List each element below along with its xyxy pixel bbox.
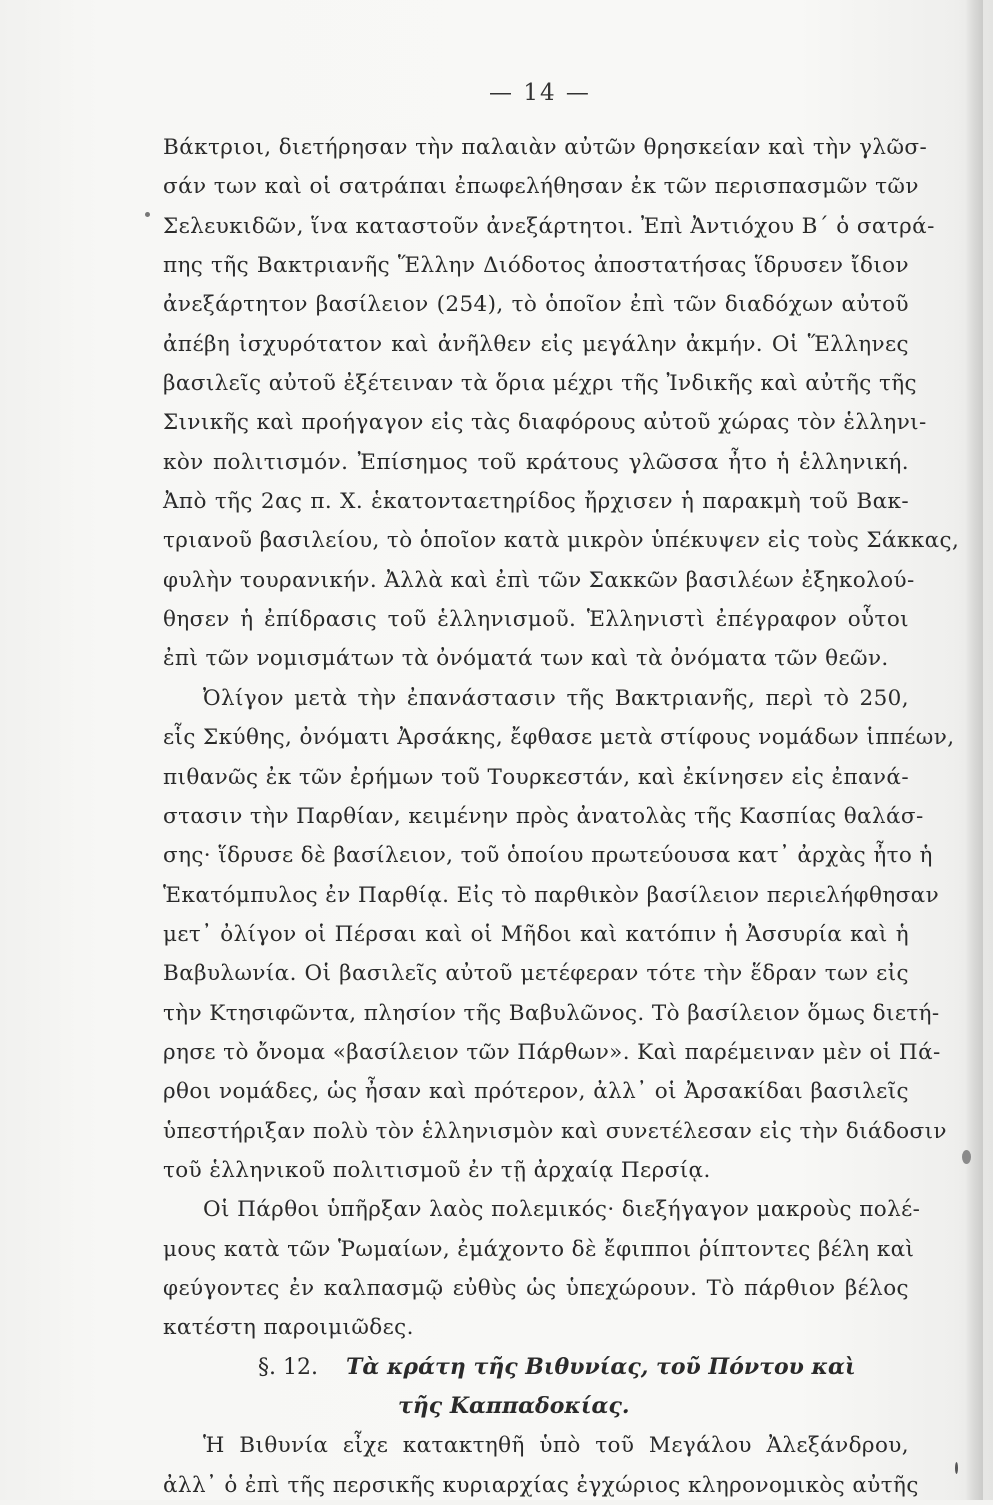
text-line: θησεν ἡ ἐπίδρασις τοῦ ἑλληνισμοῦ. Ἑλληνιστὶ ἐπέγραφον οὗτοι	[163, 607, 909, 633]
text-line: Ἑκατόμπυλος ἐν Παρθίᾳ. Εἰς τὸ παρθικὸν βασίλειον περιελήφθησαν	[163, 882, 940, 908]
text-line: Βάκτριοι, διετήρησαν τὴν παλαιὰν αὐτῶν θρησκείαν καὶ τὴν γλῶσ-	[163, 135, 928, 160]
ink-speck	[145, 212, 150, 217]
text-line: Βαβυλωνία. Οἱ βασιλεῖς αὐτοῦ μετέφεραν τότε τὴν ἕδραν των εἰς	[163, 961, 909, 987]
text-line: ρθοι νομάδες, ὡς ἦσαν καὶ πρότερον, ἀλλ᾽ οἱ Ἀρσακίδαι βασιλεῖς	[163, 1079, 909, 1105]
text-line: σης· ἵδρυσε δὲ βασίλειον, τοῦ ὁποίου πρωτεύουσα κατ᾽ ἀρχὰς ἦτο ἡ	[163, 843, 933, 869]
ink-speck	[955, 1462, 958, 1474]
section-title: τῆς Καππαδοκίας.	[398, 1393, 630, 1419]
text-line: ὑπεστήριξαν πολὺ τὸν ἑλληνισμὸν καὶ συνετέλεσαν εἰς τὴν διάδοσιν	[163, 1118, 947, 1144]
text-line: Σινικῆς καὶ προήγαγον εἰς τὰς διαφόρους αὐτοῦ χώρας τὸν ἑλληνι-	[163, 410, 927, 436]
text-line: κατέστη παροιμιῶδες.	[163, 1315, 414, 1341]
text-line: ἀνεξάρτητον βασίλειον (254), τὸ ὁποῖον ἐπὶ τῶν διαδόχων αὐτοῦ	[163, 292, 909, 318]
text-line: Ὀλίγον μετὰ τὴν ἐπανάστασιν τῆς Βακτριανῆς, περὶ τὸ 250,	[203, 685, 909, 711]
text-line: σάν των καὶ οἱ σατράπαι ἐπωφελήθησαν ἐκ τῶν περισπασμῶν τῶν	[163, 174, 919, 200]
text-line: πιθανῶς ἐκ τῶν ἐρήμων τοῦ Τουρκεστάν, καὶ ἐκίνησεν εἰς ἐπανά-	[163, 764, 909, 790]
text-line: πης τῆς Βακτριανῆς Ἕλλην Διόδοτος ἀποστατήσας ἵδρυσεν ἴδιον	[163, 253, 909, 279]
text-line: βασιλεῖς αὐτοῦ ἐξέτειναν τὰ ὅρια μέχρι τῆς Ἰνδικῆς καὶ αὐτῆς τῆς	[163, 371, 917, 397]
text-line: ἀλλ᾽ ὁ ἐπὶ τῆς περσικῆς κυριαρχίας ἐγχώριος κληρονομικὸς αὐτῆς	[163, 1472, 919, 1498]
text-line: ρησε τὸ ὄνομα «βασίλειον τῶν Πάρθων». Καὶ παρέμειναν μὲν οἱ Πά-	[163, 1039, 941, 1065]
text-line: κὸν πολιτισμόν. Ἐπίσημος τοῦ κράτους γλῶσσα ἦτο ἡ ἑλληνική.	[163, 449, 909, 475]
text-line: Σελευκιδῶν, ἵνα καταστοῦν ἀνεξάρτητοι. Ἐπὶ Ἀντιόχου Β΄ ὁ σατρά-	[163, 213, 935, 239]
text-line: στασιν τὴν Παρθίαν, κειμένην πρὸς ἀνατολὰς τῆς Κασπίας θαλάσ-	[163, 803, 924, 829]
text-line: ἀπέβη ἰσχυρότατον καὶ ἀνῆλθεν εἰς μεγάλην ἀκμήν. Οἱ Ἕλληνες	[163, 331, 909, 357]
section-heading	[163, 1348, 909, 1387]
text-line: μετ᾽ ὀλίγον οἱ Πέρσαι καὶ οἱ Μῆδοι καὶ κατόπιν ἡ Ἀσσυρία καὶ ἡ	[163, 921, 909, 947]
section-heading-continued	[163, 1387, 909, 1426]
text-line: φεύγοντες ἐν καλπασμῷ εὐθὺς ὡς ὑπεχώρουν. Τὸ πάρθιον βέλος	[163, 1275, 909, 1301]
text-line: Οἱ Πάρθοι ὑπῆρξαν λαὸς πολεμικός· διεξήγαγον μακροὺς πολέ-	[203, 1197, 921, 1223]
section-number: §. 12.	[258, 1354, 318, 1380]
text-line: τριανοῦ βασιλείου, τὸ ὁποῖον κατὰ μικρὸν ὑπέκυψεν εἰς τοὺς Σάκκας,	[163, 528, 960, 554]
section-title: Τὰ κράτη τῆς Βιθυνίας, τοῦ Πόντου καὶ	[345, 1353, 856, 1380]
text-line: φυλὴν τουρανικήν. Ἀλλὰ καὶ ἐπὶ τῶν Σακκῶν βασιλέων ἐξηκολού-	[163, 567, 915, 593]
text-line: τοῦ ἑλληνικοῦ πολιτισμοῦ ἐν τῇ ἀρχαίᾳ Περσίᾳ.	[163, 1157, 711, 1183]
main-text	[163, 128, 960, 1505]
page-binding-shadow	[965, 0, 983, 1500]
text-line: Ἀπὸ τῆς 2ας π. Χ. ἑκατονταετηρίδος ἤρχισεν ἡ παρακμὴ τοῦ Βακ-	[163, 489, 909, 515]
page-number: — 14 —	[489, 80, 591, 106]
text-line: ἐπὶ τῶν νομισμάτων τὰ ὀνόματά των καὶ τὰ ὀνόματα τῶν θεῶν.	[163, 646, 889, 672]
text-line: Ἡ Βιθυνία εἶχε κατακτηθῆ ὑπὸ τοῦ Μεγάλου Ἀλεξάνδρου,	[203, 1433, 909, 1459]
text-line: εἷς Σκύθης, ὀνόματι Ἀρσάκης, ἔφθασε μετὰ στίφους νομάδων ἱππέων,	[163, 725, 955, 751]
ink-speck	[962, 1150, 971, 1164]
text-line: μους κατὰ τῶν Ῥωμαίων, ἐμάχοντο δὲ ἔφιπποι ῥίπτοντες βέλη καὶ	[163, 1236, 915, 1262]
text-line: τὴν Κτησιφῶντα, πλησίον τῆς Βαβυλῶνος. Τὸ βασίλειον ὅμως διετή-	[163, 1000, 940, 1026]
